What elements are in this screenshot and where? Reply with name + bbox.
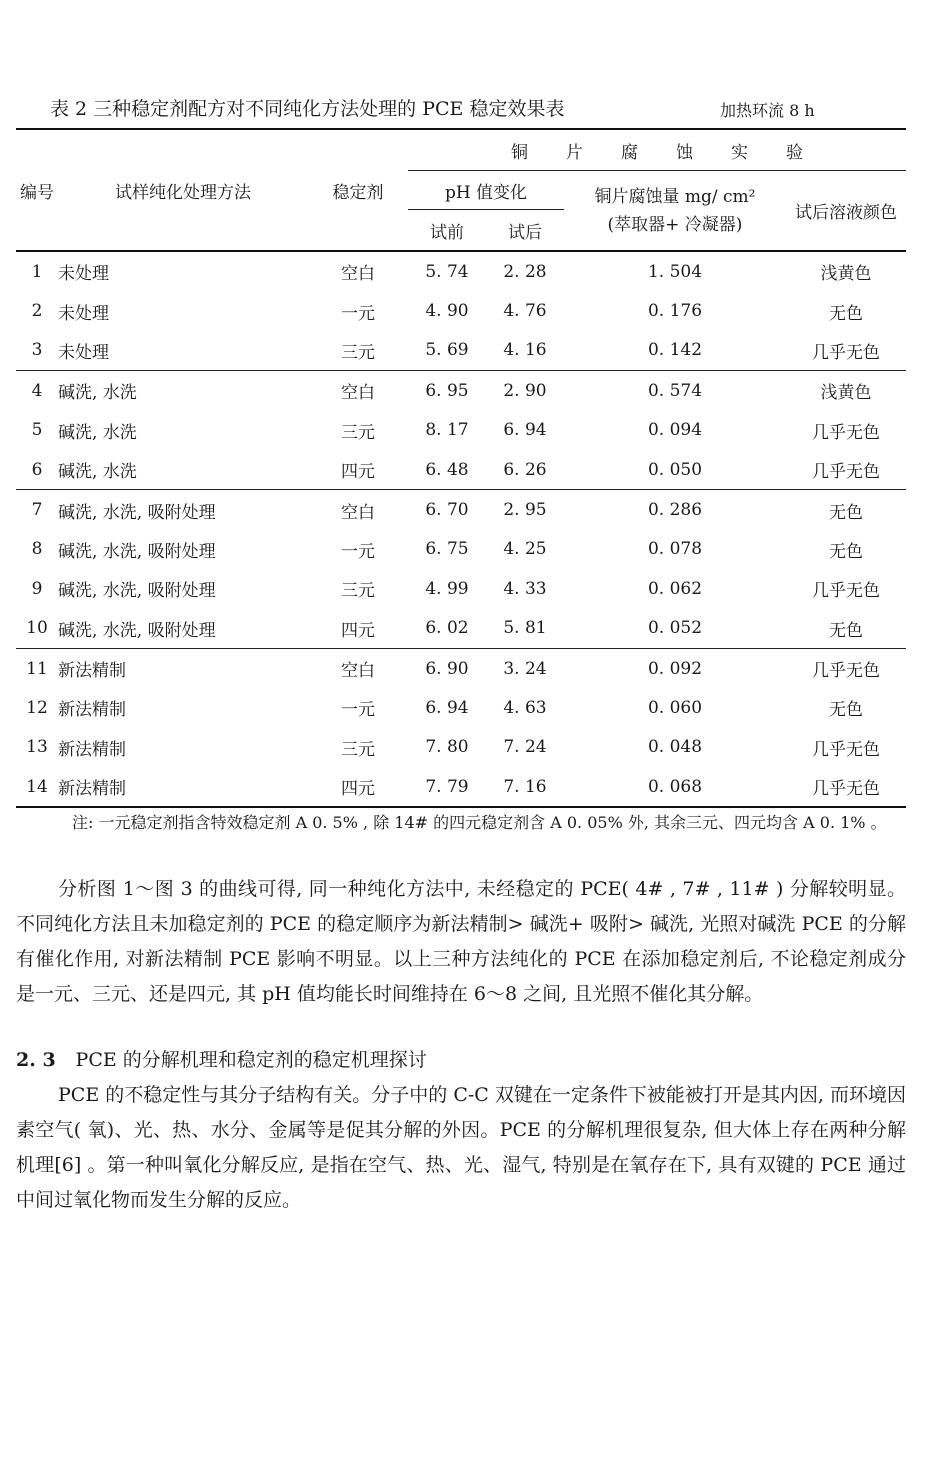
cell-ph-after: 7. 24 <box>503 737 547 758</box>
cell-ph-before: 5. 74 <box>425 261 469 282</box>
cell-id: 7 <box>16 490 58 530</box>
table-row <box>16 648 906 688</box>
cell-id: 8 <box>31 539 43 560</box>
table-row <box>16 490 906 530</box>
table-footnote: 注: 一元稳定剂指含特效稳定剂 A 0. 5% , 除 14# 的四元稳定剂含 A 0. 05% 外, 其余三元、四元均含 A 0. 1% 。 <box>72 813 887 832</box>
table-row <box>16 331 906 371</box>
cell-corrosion: 0. 062 <box>647 578 703 599</box>
table-row <box>16 609 906 649</box>
cell-stabilizer: 一元 <box>341 700 375 721</box>
cell-ph-before: 6. 94 <box>425 697 469 718</box>
cell-stabilizer: 三元 <box>341 739 375 760</box>
table-row <box>16 371 906 411</box>
cell-ph-after: 2. 28 <box>503 261 547 282</box>
cell-method: 碱洗, 水洗, 吸附处理 <box>58 490 308 530</box>
cell-id: 3 <box>31 340 43 361</box>
cell-ph-after: 7. 16 <box>486 767 564 807</box>
cell-stabilizer: 三元 <box>341 342 375 363</box>
header-corrosion-line1: 铜片腐蚀量 mg/ cm² <box>594 186 756 207</box>
cell-method: 碱洗, 水洗 <box>58 422 137 443</box>
cell-id: 2 <box>31 301 43 322</box>
cell-corrosion: 0. 060 <box>647 697 703 718</box>
cell-ph-before: 4. 90 <box>425 301 469 322</box>
table-condition-note: 加热环流 8 h <box>720 101 815 120</box>
cell-method: 新法精制 <box>58 700 126 721</box>
cell-stabilizer: 一元 <box>341 541 375 562</box>
cell-method: 碱洗, 水洗, 吸附处理 <box>58 581 216 602</box>
cell-ph-before: 6. 48 <box>425 459 469 480</box>
cell-method: 新法精制 <box>58 648 308 688</box>
table-row <box>16 569 906 608</box>
cell-id: 1 <box>31 261 43 282</box>
section-number: 2. 3 <box>16 1049 56 1071</box>
cell-color: 无色 <box>786 490 906 530</box>
cell-id: 12 <box>26 697 48 718</box>
cell-id: 4 <box>16 371 58 411</box>
cell-id: 5 <box>31 420 43 441</box>
header-ph-change: pH 值变化 <box>408 171 564 210</box>
cell-ph-after: 2. 90 <box>486 371 564 411</box>
table-row <box>16 450 906 490</box>
header-ph-after: 试后 <box>486 210 564 252</box>
cell-corrosion: 0. 286 <box>564 490 786 530</box>
cell-color: 无色 <box>829 303 863 324</box>
cell-corrosion: 0. 048 <box>647 737 703 758</box>
cell-ph-after: 2. 95 <box>486 490 564 530</box>
cell-ph-before: 6. 75 <box>425 539 469 560</box>
cell-corrosion: 1. 504 <box>647 261 703 282</box>
cell-ph-before: 6. 02 <box>425 618 469 639</box>
cell-method: 碱洗, 水洗 <box>58 371 308 411</box>
cell-method: 未处理 <box>58 303 109 324</box>
cell-color: 几乎无色 <box>786 648 906 688</box>
table-title: 表 2 三种稳定剂配方对不同纯化方法处理的 PCE 稳定效果表 <box>50 98 565 120</box>
cell-id: 6 <box>31 459 43 480</box>
table-row <box>16 530 906 569</box>
cell-ph-before: 4. 99 <box>425 578 469 599</box>
cell-color: 几乎无色 <box>812 462 880 483</box>
cell-ph-after: 5. 81 <box>503 618 547 639</box>
cell-ph-before: 7. 80 <box>425 737 469 758</box>
cell-id: 14 <box>16 767 58 807</box>
table-row <box>16 728 906 767</box>
header-id: 编号 <box>16 129 58 251</box>
cell-corrosion: 0. 574 <box>564 371 786 411</box>
header-method: 试样纯化处理方法 <box>58 129 308 251</box>
cell-color: 浅黄色 <box>820 264 872 285</box>
cell-stabilizer: 四元 <box>308 767 408 807</box>
cell-stabilizer: 空白 <box>308 490 408 530</box>
cell-stabilizer: 四元 <box>341 620 375 641</box>
cell-stabilizer: 空白 <box>341 264 375 285</box>
cell-stabilizer: 空白 <box>308 648 408 688</box>
cell-ph-after: 4. 16 <box>503 340 547 361</box>
cell-ph-before: 8. 17 <box>425 420 469 441</box>
cell-method: 碱洗, 水洗, 吸附处理 <box>58 541 216 562</box>
table-row <box>16 251 906 291</box>
table-caption <box>50 94 815 121</box>
cell-corrosion: 0. 068 <box>564 767 786 807</box>
body-paragraph-mechanism: PCE 的不稳定性与其分子结构有关。分子中的 C-C 双键在一定条件下被能被打开是其内因, 而环境因素空气( 氧)、光、热、水分、金属等是促其分解的外因。PCE 的分解机理很复杂, 但大体上存在两种分解机理[6] 。第一种叫氧化分解反应, 是指在空气、热、光、湿气, 特别是在氧存在下, 具有双键的 PCE 通过中间过氧化物而发生分解的反应。 <box>16 1084 906 1211</box>
cell-corrosion: 0. 078 <box>647 539 703 560</box>
cell-corrosion: 0. 094 <box>647 420 703 441</box>
cell-color: 几乎无色 <box>812 422 880 443</box>
cell-ph-before: 6. 70 <box>408 490 486 530</box>
section-title: PCE 的分解机理和稳定剂的稳定机理探讨 <box>75 1049 427 1071</box>
cell-color: 浅黄色 <box>786 371 906 411</box>
cell-corrosion: 0. 052 <box>647 618 703 639</box>
header-solution-color: 试后溶液颜色 <box>786 171 906 252</box>
cell-color: 无色 <box>829 620 863 641</box>
header-corrosion-line2: (萃取器+ 冷凝器) <box>607 214 743 235</box>
cell-method: 未处理 <box>58 342 109 363</box>
cell-color: 无色 <box>829 541 863 562</box>
cell-color: 几乎无色 <box>812 581 880 602</box>
table-row <box>16 291 906 330</box>
cell-stabilizer: 三元 <box>341 422 375 443</box>
body-paragraph-analysis: 分析图 1～图 3 的曲线可得, 同一种纯化方法中, 未经稳定的 PCE( 4# , 7# , 11# ) 分解较明显。不同纯化方法且未加稳定剂的 PCE 的稳定顺序为新法精制> 碱洗+ 吸附> 碱洗, 光照对碱洗 PCE 的分解有催化作用, 对新法精制 PCE 影响不明显。以上三种方法纯化的 PCE 在添加稳定剂后, 不论稳定剂成分是一元、三元、还是四元, 其 pH 值均能长时间维持在 6～8 之间, 且光照不催化其分解。 <box>16 878 906 1005</box>
cell-color: 几乎无色 <box>812 342 880 363</box>
cell-stabilizer: 三元 <box>341 581 375 602</box>
cell-corrosion: 0. 050 <box>647 459 703 480</box>
cell-stabilizer: 空白 <box>308 371 408 411</box>
cell-ph-after: 4. 76 <box>503 301 547 322</box>
header-copper-corrosion-group: 铜片腐蚀实验 <box>408 129 906 171</box>
cell-ph-before: 6. 95 <box>408 371 486 411</box>
cell-ph-after: 3. 24 <box>486 648 564 688</box>
cell-ph-after: 6. 94 <box>503 420 547 441</box>
header-stabilizer: 稳定剂 <box>308 129 408 251</box>
cell-ph-before: 7. 79 <box>408 767 486 807</box>
cell-method: 新法精制 <box>58 767 308 807</box>
table-header <box>16 129 906 251</box>
cell-corrosion: 0. 142 <box>647 340 703 361</box>
cell-method: 未处理 <box>58 264 109 285</box>
cell-color: 几乎无色 <box>812 739 880 760</box>
cell-stabilizer: 四元 <box>341 462 375 483</box>
cell-ph-after: 4. 33 <box>503 578 547 599</box>
cell-id: 10 <box>26 618 48 639</box>
cell-method: 碱洗, 水洗 <box>58 462 137 483</box>
cell-ph-before: 6. 90 <box>408 648 486 688</box>
stability-table <box>16 128 906 808</box>
cell-ph-after: 6. 26 <box>503 459 547 480</box>
cell-method: 碱洗, 水洗, 吸附处理 <box>58 620 216 641</box>
cell-color: 几乎无色 <box>786 767 906 807</box>
cell-ph-before: 5. 69 <box>425 340 469 361</box>
table-row <box>16 688 906 727</box>
cell-ph-after: 4. 25 <box>503 539 547 560</box>
cell-id: 11 <box>16 648 58 688</box>
cell-id: 13 <box>26 737 48 758</box>
section-heading <box>16 1043 427 1078</box>
cell-corrosion: 0. 092 <box>564 648 786 688</box>
cell-corrosion: 0. 176 <box>647 301 703 322</box>
header-ph-before: 试前 <box>408 210 486 252</box>
table-row <box>16 411 906 450</box>
table-row <box>16 767 906 807</box>
table-body <box>16 251 906 807</box>
header-corrosion-amount <box>564 171 786 252</box>
cell-stabilizer: 一元 <box>341 303 375 324</box>
cell-color: 无色 <box>829 700 863 721</box>
cell-method: 新法精制 <box>58 739 126 760</box>
cell-ph-after: 4. 63 <box>503 697 547 718</box>
cell-id: 9 <box>31 578 43 599</box>
